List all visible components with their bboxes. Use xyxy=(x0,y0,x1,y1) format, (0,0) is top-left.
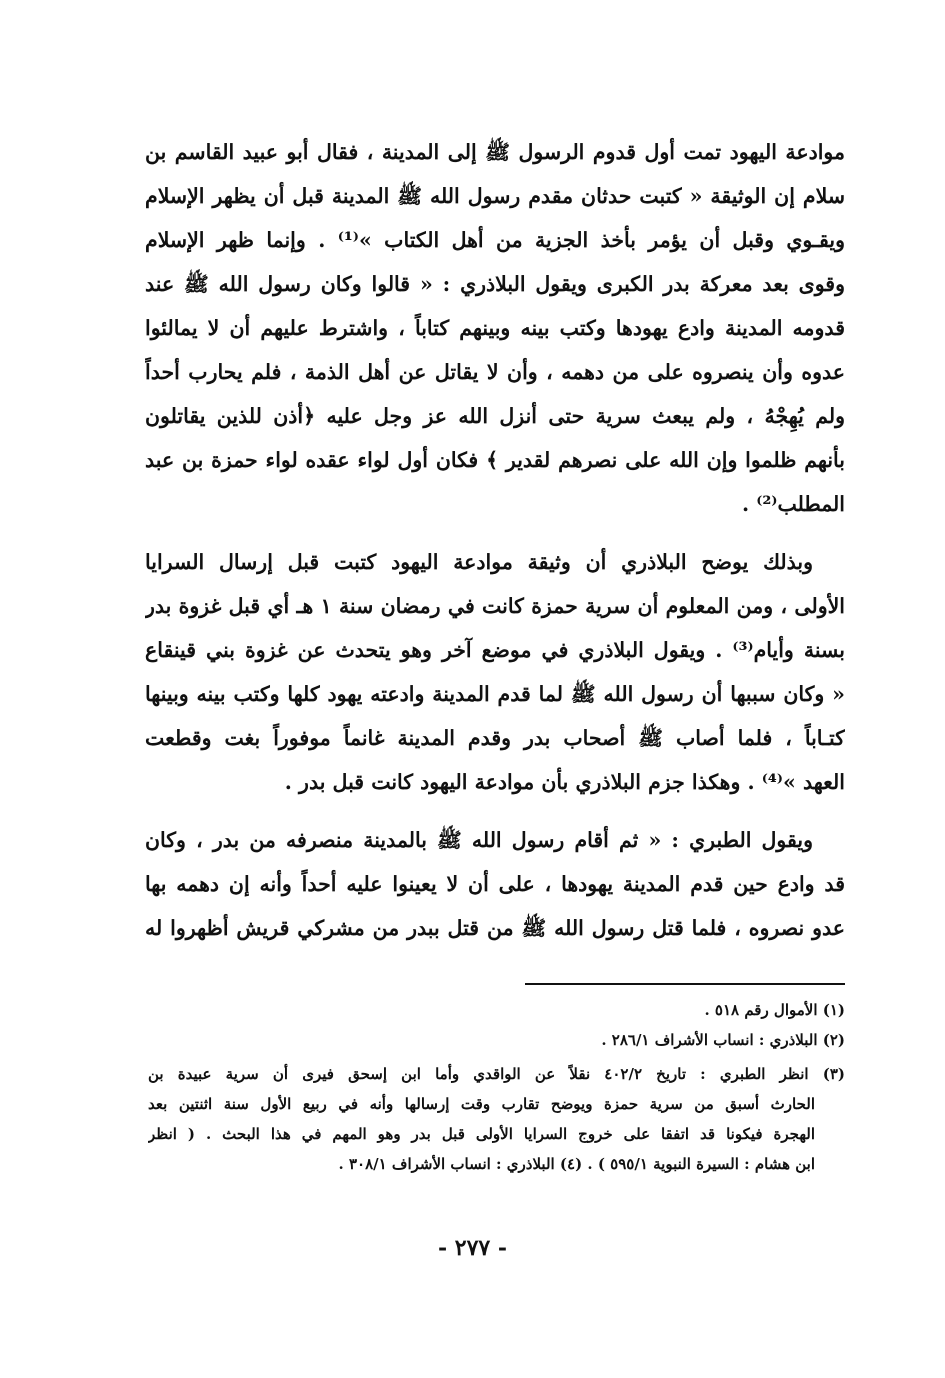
page-number: - ٢٧٧ - xyxy=(437,1235,508,1261)
footnote-3-4-line: ابن هشام : السيرة النبوية ٥٩٥/١ ) . (٤) البلاذري : انساب الأشراف ٣٠٨/١ . xyxy=(338,1155,815,1173)
text-line: الأولى ، ومن المعلوم أن سرية حمزة كانت في رمضان سنة ١ هـ أي قبل غزوة بدر xyxy=(145,594,845,618)
text-line: بسنة وأيام⁽³⁾ . ويقول البلاذري في موضع آخر وهو يتحدث عن غزوة بني قينقاع xyxy=(145,638,845,662)
text-line: العهد »⁽⁴⁾ . وهكذا جزم البلاذري بأن موادعة اليهود كانت قبل بدر . xyxy=(284,770,845,794)
text-line: قد وادع حين قدم المدينة يهودها ، على أن لا يعينوا عليه أحداً وأنه إن دهمه بها xyxy=(145,872,845,896)
paragraph-start-line: وبذلك يوضح البلاذري أن وثيقة موادعة اليهود كتبت قبل إرسال السرايا xyxy=(145,550,813,574)
text-line: ويقـوي وقبل أن يؤمر بأخذ الجزية من أهل الكتاب »⁽¹⁾ . وإنما ظهر الإسلام xyxy=(145,228,845,252)
text-line: كتـاباً ، فلما أصاب ﷺ أصحاب بدر وقدم المدينة غانماً موفوراً بغت وقطعت xyxy=(145,726,845,750)
text-line: سلام إن الوثيقة « كتبت حدثان مقدم رسول الله ﷺ المدينة قبل أن يظهر الإسلام xyxy=(145,184,845,208)
text-line: عدوه وأن ينصروه على من دهمه ، وأن لا يقاتل عن أهل الذمة ، فلم يحارب أحداً xyxy=(145,360,845,384)
text-line: بأنهم ظلموا وإن الله على نصرهم لقدير ﴾ فكان أول لواء عقده لواء حمزة بن عبد xyxy=(145,448,845,472)
text-line: عدو نصروه ، فلما قتل رسول الله ﷺ من قتل ببدر من مشركي قريش أظهروا له xyxy=(145,916,845,940)
main-text xyxy=(145,130,845,950)
footnote-3-continued: الهجرة فيكونا قد اتفقا على خروج السرايا الأولى قبل بدر وهو المهم في هذا البحث . ( انظر xyxy=(148,1125,815,1143)
footnote-separator xyxy=(525,983,845,985)
footnotes xyxy=(148,995,845,1179)
footnote-2: (٢) البلاذري : انساب الأشراف ٢٨٦/١ . xyxy=(601,1031,845,1049)
text-line: ولم يُهِجْهُ ، ولم يبعث سرية حتى أنزل الله عز وجل عليه ﴿أذن للذين يقاتلون xyxy=(145,404,845,428)
footnote-3: (٣) انظر الطبري : تاريخ ٤٠٢/٢ نقلاً عن الواقدي وأما ابن إسحق فيرى أن سرية عبيدة بن xyxy=(148,1065,845,1083)
footnote-3-continued: الحارث أسبق من سرية حمزة ويوضح تقارب وقت إرسالها وأنه في ربيع الأول سنة اثنتين بعد xyxy=(148,1095,815,1113)
text-line: قدومه المدينة وادع يهودها وكتب بينه وبينهم كتاباً ، واشترط عليهم أن لا يمالئوا xyxy=(145,316,845,340)
text-line: المطلب⁽²⁾ . xyxy=(741,492,845,516)
text-line: موادعة اليهود تمت أول قدوم الرسول ﷺ إلى المدينة ، فقال أبو عبيد القاسم بن xyxy=(145,140,845,164)
paragraph-start-line: ويقول الطبري : « ثم أقام رسول الله ﷺ بالمدينة منصرفه من بدر ، وكان xyxy=(145,828,813,852)
text-line: « وكان سببها أن رسول الله ﷺ لما قدم المدينة وادعته يهود كلها وكتب بينه وبينها xyxy=(145,682,845,706)
footnote-1: (١) الأموال رقم ٥١٨ . xyxy=(704,1001,845,1019)
text-line: وقوى بعد معركة بدر الكبرى ويقول البلاذري : « قالوا وكان رسول الله ﷺ عند xyxy=(145,272,845,296)
